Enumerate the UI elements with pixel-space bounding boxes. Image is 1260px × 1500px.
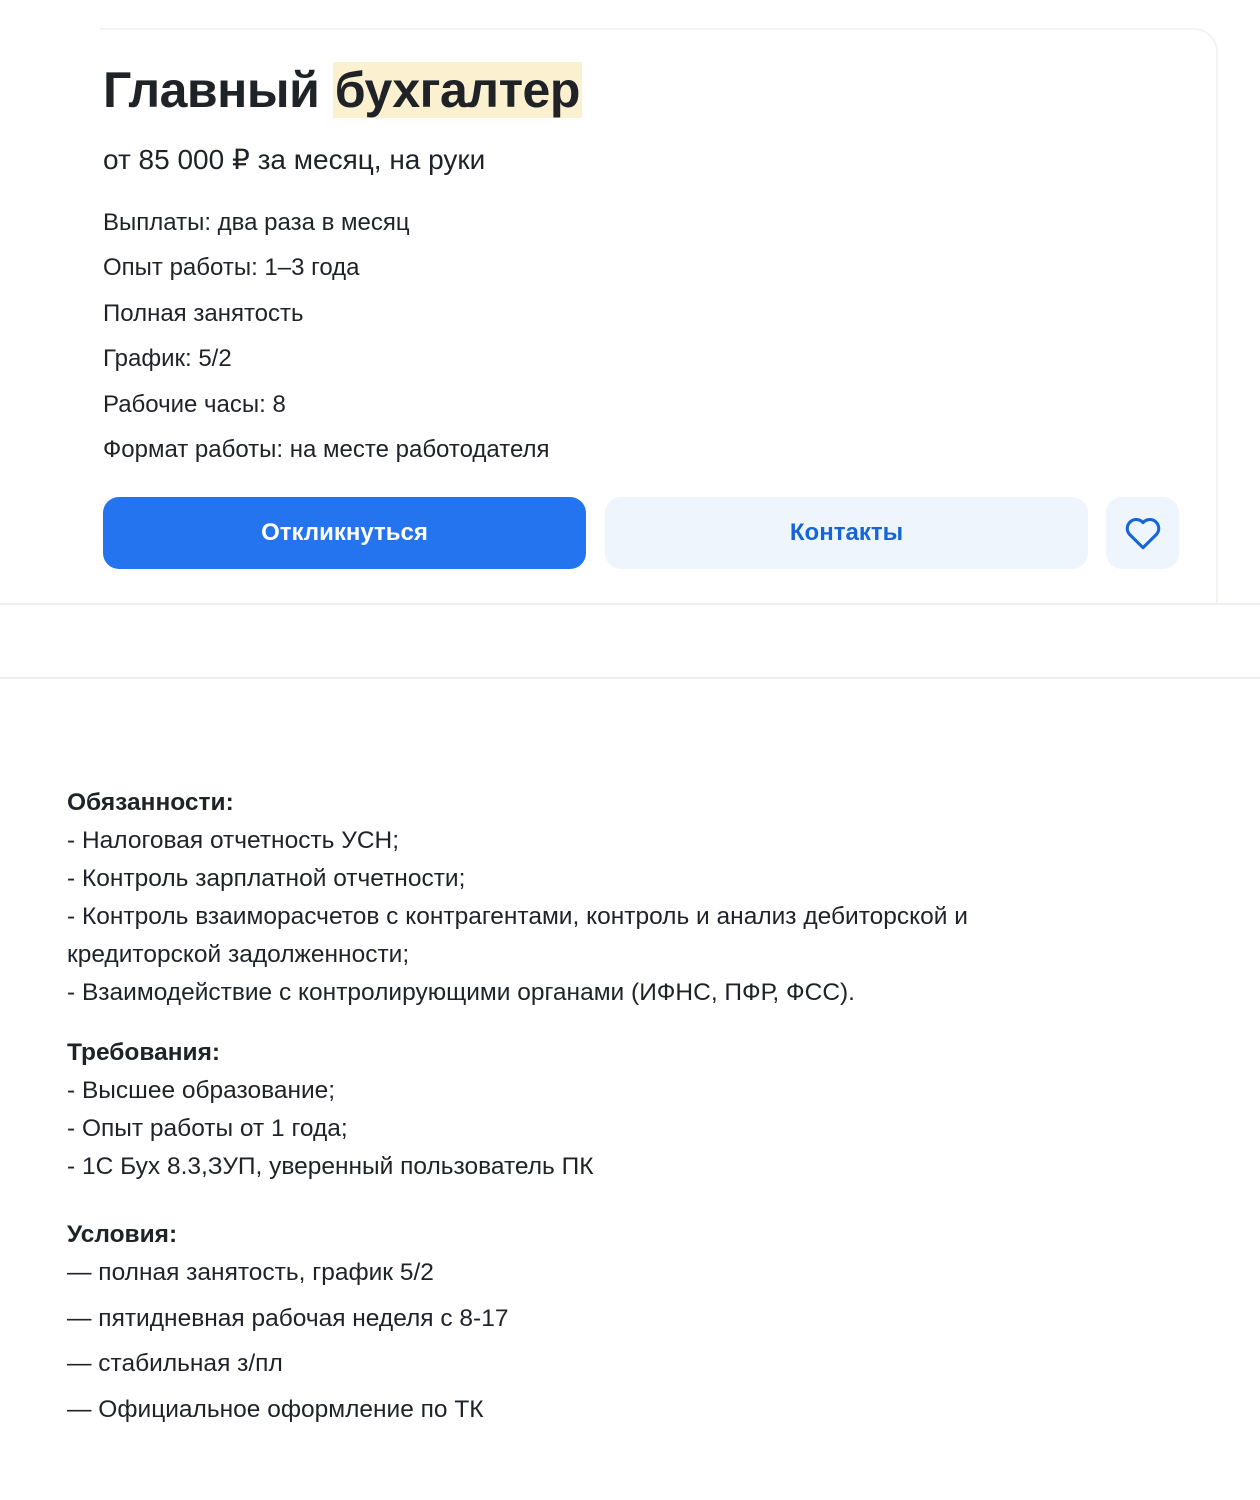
fact-schedule: График: 5/2	[103, 345, 232, 373]
requirements-section	[67, 1034, 1167, 1186]
fact-employment: Полная занятость	[103, 299, 304, 327]
list-item: — стабильная з/пл	[67, 1350, 283, 1377]
fact-format: Формат работы: на месте работодателя	[103, 435, 550, 463]
duties-section	[67, 784, 1167, 1012]
requirements-title: Требования:	[67, 1039, 221, 1066]
fact-experience: Опыт работы: 1–3 года	[103, 254, 360, 282]
fact-payments: Выплаты: два раза в месяц	[103, 209, 410, 236]
list-item: - Опыт работы от 1 года;	[67, 1115, 348, 1142]
duties-title: Обязанности:	[67, 789, 234, 816]
conditions-section	[67, 1216, 1167, 1432]
conditions-title: Условия:	[67, 1221, 178, 1248]
heart-icon	[1124, 516, 1162, 550]
list-item: — пятидневная рабочая неделя с 8-17	[67, 1304, 509, 1332]
list-item: - Контроль взаиморасчетов с контрагентами, контроль и анализ дебиторской и кредиторской задолженности;	[67, 903, 968, 968]
list-item: - Высшее образование;	[67, 1077, 336, 1104]
salary: от 85 000 ₽ за месяц, на руки	[103, 144, 486, 175]
vacancy-description	[67, 784, 1167, 1454]
vacancy-title	[103, 58, 582, 122]
favorite-button[interactable]	[1106, 497, 1179, 569]
list-item: - 1С Бух 8.3,ЗУП, уверенный пользователь ПК	[67, 1153, 594, 1180]
divider	[0, 603, 1260, 605]
list-item: - Налоговая отчетность УСН;	[67, 827, 400, 854]
title-highlight: бухгалтер	[334, 62, 580, 118]
list-item: — полная занятость, график 5/2	[67, 1259, 434, 1286]
fact-hours: Рабочие часы: 8	[103, 390, 286, 418]
title-part1: Главный	[103, 62, 320, 118]
divider	[0, 677, 1260, 679]
list-item: - Контроль зарплатной отчетности;	[67, 865, 466, 892]
apply-button[interactable]: Откликнуться	[103, 497, 586, 569]
contacts-button[interactable]: Контакты	[605, 497, 1088, 569]
vacancy-facts	[103, 200, 550, 472]
list-item: - Взаимодействие с контролирующими органами (ИФНС, ПФР, ФСС).	[67, 979, 855, 1006]
list-item: — Официальное оформление по ТК	[67, 1395, 484, 1423]
